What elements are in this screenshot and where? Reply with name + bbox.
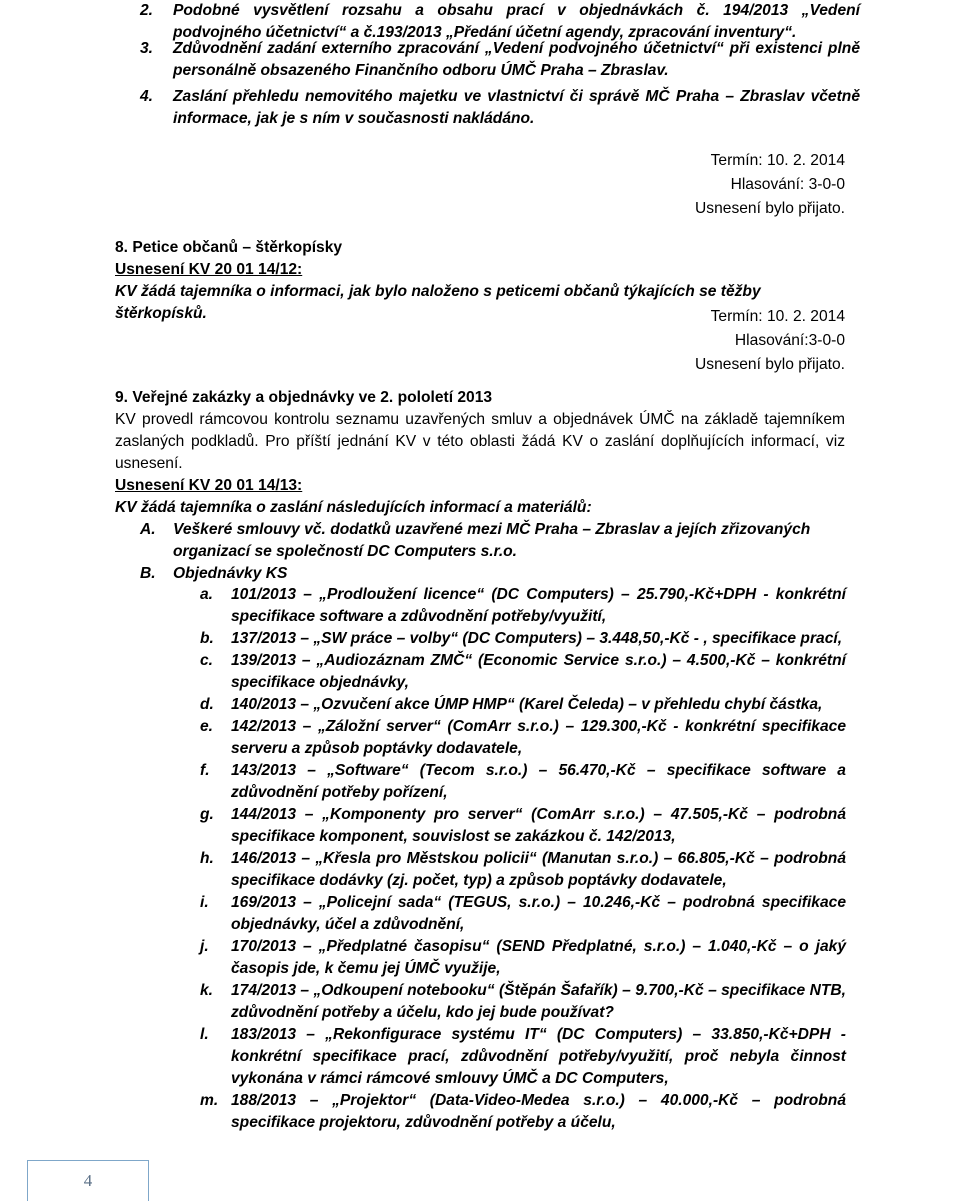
order-label: m. (200, 1092, 219, 1109)
order-text: 139/2013 – „Audiozáznam ZMČ“ (Economic Service s.r.o.) – 4.500,-Kč – konkrétní specifikace objednávky, (231, 652, 846, 691)
order-item (200, 716, 846, 760)
resolution-summary-1 (695, 149, 845, 221)
order-label: l. (200, 1026, 209, 1043)
order-text: 169/2013 – „Policejní sada“ (TEGUS, s.r.o.) – 10.246,-Kč – podrobná specifikace objednávky, účel a zdůvodnění, (231, 894, 846, 933)
order-item (200, 1024, 846, 1090)
list-item (140, 563, 845, 585)
order-label: g. (200, 806, 214, 823)
section-9 (115, 387, 845, 519)
page-number-box (27, 1160, 149, 1201)
order-item (200, 760, 846, 804)
resolution-summary-2 (695, 305, 845, 377)
order-text: 101/2013 – „Prodloužení licence“ (DC Computers) – 25.790,-Kč+DPH - konkrétní specifikace software a zdůvodnění potřeby/využití, (231, 586, 846, 625)
list-label: B. (140, 565, 156, 582)
vote-label: Hlasování: 3-0-0 (730, 176, 845, 193)
list-text: Veškeré smlouvy vč. dodatků uzavřené mezi MČ Praha – Zbraslav a jejích zřizovaných organizací se společností DC Computers s.r.o. (173, 521, 811, 560)
top-item-number: 3. (140, 40, 154, 57)
resolution-id: Usnesení KV 20 01 14/12: (115, 261, 303, 278)
top-item-number: 4. (140, 88, 154, 105)
order-item (200, 584, 846, 628)
top-item-3 (140, 38, 860, 82)
order-text: 142/2013 – „Záložní server“ (ComArr s.r.o.) – 129.300,-Kč - konkrétní specifikace serveru a způsob poptávky dodavatele, (231, 718, 846, 757)
order-item (200, 1090, 846, 1134)
section-heading: 9. Veřejné zakázky a objednávky ve 2. pololetí 2013 (115, 389, 493, 406)
list-item (140, 519, 845, 563)
order-label: f. (200, 762, 210, 779)
result-label: Usnesení bylo přijato. (695, 200, 845, 217)
term-label: Termín: 10. 2. 2014 (710, 308, 845, 325)
order-label: e. (200, 718, 214, 735)
top-item-number: 2. (140, 2, 154, 19)
orders-list (200, 584, 846, 1134)
section-heading: 8. Petice občanů – štěrkopísky (115, 239, 343, 256)
vote-label: Hlasování:3-0-0 (734, 332, 845, 349)
order-text: 183/2013 – „Rekonfigurace systému IT“ (DC Computers) – 33.850,-Kč+DPH - konkrétní specifikace prací, zdůvodnění potřeby/využití, proč nebyla činnost vykonána v rámci rámcové smlouvy ÚMČ a DC Computers, (231, 1026, 846, 1087)
order-text: 170/2013 – „Předplatné časopisu“ (SEND Předplatné, s.r.o.) – 1.040,-Kč – o jaký časopis jde, k čemu jej ÚMČ využije, (231, 938, 846, 977)
order-item (200, 650, 846, 694)
list-label: A. (140, 521, 156, 538)
list-text: Objednávky KS (173, 565, 288, 582)
term-label: Termín: 10. 2. 2014 (710, 152, 845, 169)
order-label: h. (200, 850, 214, 867)
resolution-request: KV žádá tajemníka o zaslání následujících informací a materiálů: (115, 499, 592, 516)
order-label: i. (200, 894, 209, 911)
order-item (200, 694, 846, 716)
page-number: 4 (83, 1171, 93, 1190)
order-text: 188/2013 – „Projektor“ (Data-Video-Medea s.r.o.) – 40.000,-Kč – podrobná specifikace projektoru, zdůvodnění potřeby a účelu, (231, 1092, 846, 1131)
order-label: c. (200, 652, 214, 669)
order-text: 140/2013 – „Ozvučení akce ÚMP HMP“ (Karel Čeleda) – v přehledu chybí částka, (231, 696, 823, 713)
order-item (200, 980, 846, 1024)
order-label: j. (200, 938, 209, 955)
order-label: b. (200, 630, 214, 647)
material-list (140, 519, 845, 585)
order-label: d. (200, 696, 214, 713)
order-text: 137/2013 – „SW práce – volby“ (DC Computers) – 3.448,50,-Kč - , specifikace prací, (231, 630, 843, 647)
result-label: Usnesení bylo přijato. (695, 356, 845, 373)
order-item (200, 892, 846, 936)
order-item (200, 628, 846, 650)
top-item-text: Zdůvodnění zadání externího zpracování „Vedení podvojného účetnictví“ při existenci plně personálně obsazeného Finančního odboru ÚMČ Praha – Zbraslav. (173, 40, 860, 79)
order-label: a. (200, 586, 214, 603)
resolution-id: Usnesení KV 20 01 14/13: (115, 477, 303, 494)
order-text: 146/2013 – „Křesla pro Městskou policii“ (Manutan s.r.o.) – 66.805,-Kč – podrobná specifikace dodávky (zj. počet, typ) a způsob poptávky dodavatele, (231, 850, 846, 889)
order-item (200, 804, 846, 848)
order-text: 144/2013 – „Komponenty pro server“ (ComArr s.r.o.) – 47.505,-Kč – podrobná specifikace komponent, souvislost se zakázkou č. 142/2013, (231, 806, 846, 845)
order-item (200, 936, 846, 980)
order-item (200, 848, 846, 892)
resolution-text: KV žádá tajemníka o informaci, jak bylo naloženo s peticemi občanů týkajících se těžby štěrkopísků. (115, 283, 761, 322)
order-label: k. (200, 982, 214, 999)
top-item-text: Podobné vysvětlení rozsahu a obsahu prací v objednávkách č. 194/2013 „Vedení podvojného účetnictví“ a č.193/2013 „Předání účetní agendy, zpracování inventury“. (173, 2, 860, 41)
order-text: 143/2013 – „Software“ (Tecom s.r.o.) – 56.470,-Kč – specifikace software a zdůvodnění potřeby pořízení, (231, 762, 846, 801)
top-item-text: Zaslání přehledu nemovitého majetku ve vlastnictví či správě MČ Praha – Zbraslav včetně informace, jak je s ním v současnosti nakládáno. (173, 88, 860, 127)
top-item-4 (140, 86, 860, 130)
order-text: 174/2013 – „Odkoupení notebooku“ (Štěpán Šafařík) – 9.700,-Kč – specifikace NTB, zdůvodnění potřeby a účelu, kdo jej bude používat? (231, 982, 846, 1021)
section-paragraph: KV provedl rámcovou kontrolu seznamu uzavřených smluv a objednávek ÚMČ na základě tajemníkem zaslaných podkladů. Pro příští jednání KV v této oblasti žádá KV o zaslání doplňujících informací, viz usnesení. (115, 411, 845, 472)
